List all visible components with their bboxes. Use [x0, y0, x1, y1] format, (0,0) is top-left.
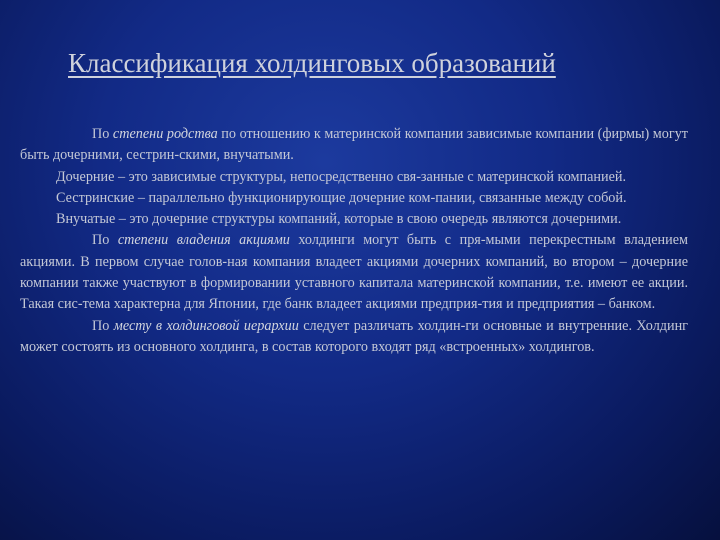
paragraph-shareholding [20, 230, 688, 315]
paragraph-granddaughter: Внучатые – это дочерние структуры компаний, которые в свою очередь являются дочерними. [56, 211, 622, 228]
slide-body [20, 124, 688, 358]
emphasis-hierarchy: месту в холдинговой иерархии [113, 317, 299, 334]
text-run: По [92, 232, 118, 249]
text-run: По [92, 126, 113, 142]
slide-title: Классификация холдинговых образований [68, 48, 556, 78]
text-run: холдинги могут быть с пря-мыми перекрестным владением акциями. В первом случае голов-ная компания владеет акциями дочерних компаний, во втором – дочерние компании также участвуют в формировании уставного капитала материнской компании, т.е. имеют ее акции. Такая сис-тема характерна для Японии, где банк владеет акциями предприя-тия и предприятия – банком. [20, 232, 688, 313]
text-run: по отношению к материнской компании зависимые компании (фирмы) могут быть дочерними, сестрин-скими, внучатыми. [20, 126, 688, 164]
emphasis-kinship: степени родства [112, 126, 218, 142]
paragraph-daughter: Дочерние – это зависимые структуры, непосредственно свя-занные с материнской компанией. [56, 168, 627, 185]
text-run: следует различать холдин-ги основные и внутренние. Холдинг может состоять из основного холдинга, в состав которого входят ряд «встроенных» холдингов. [20, 317, 688, 355]
paragraph-hierarchy [20, 316, 688, 359]
text-run: По [92, 317, 114, 334]
paragraph-kinship [20, 124, 688, 167]
emphasis-shareholding: степени владения акциями [117, 232, 290, 249]
paragraph-sister: Сестринские – параллельно функционирующие дочерние ком-пании, связанные между собой. [56, 189, 627, 206]
